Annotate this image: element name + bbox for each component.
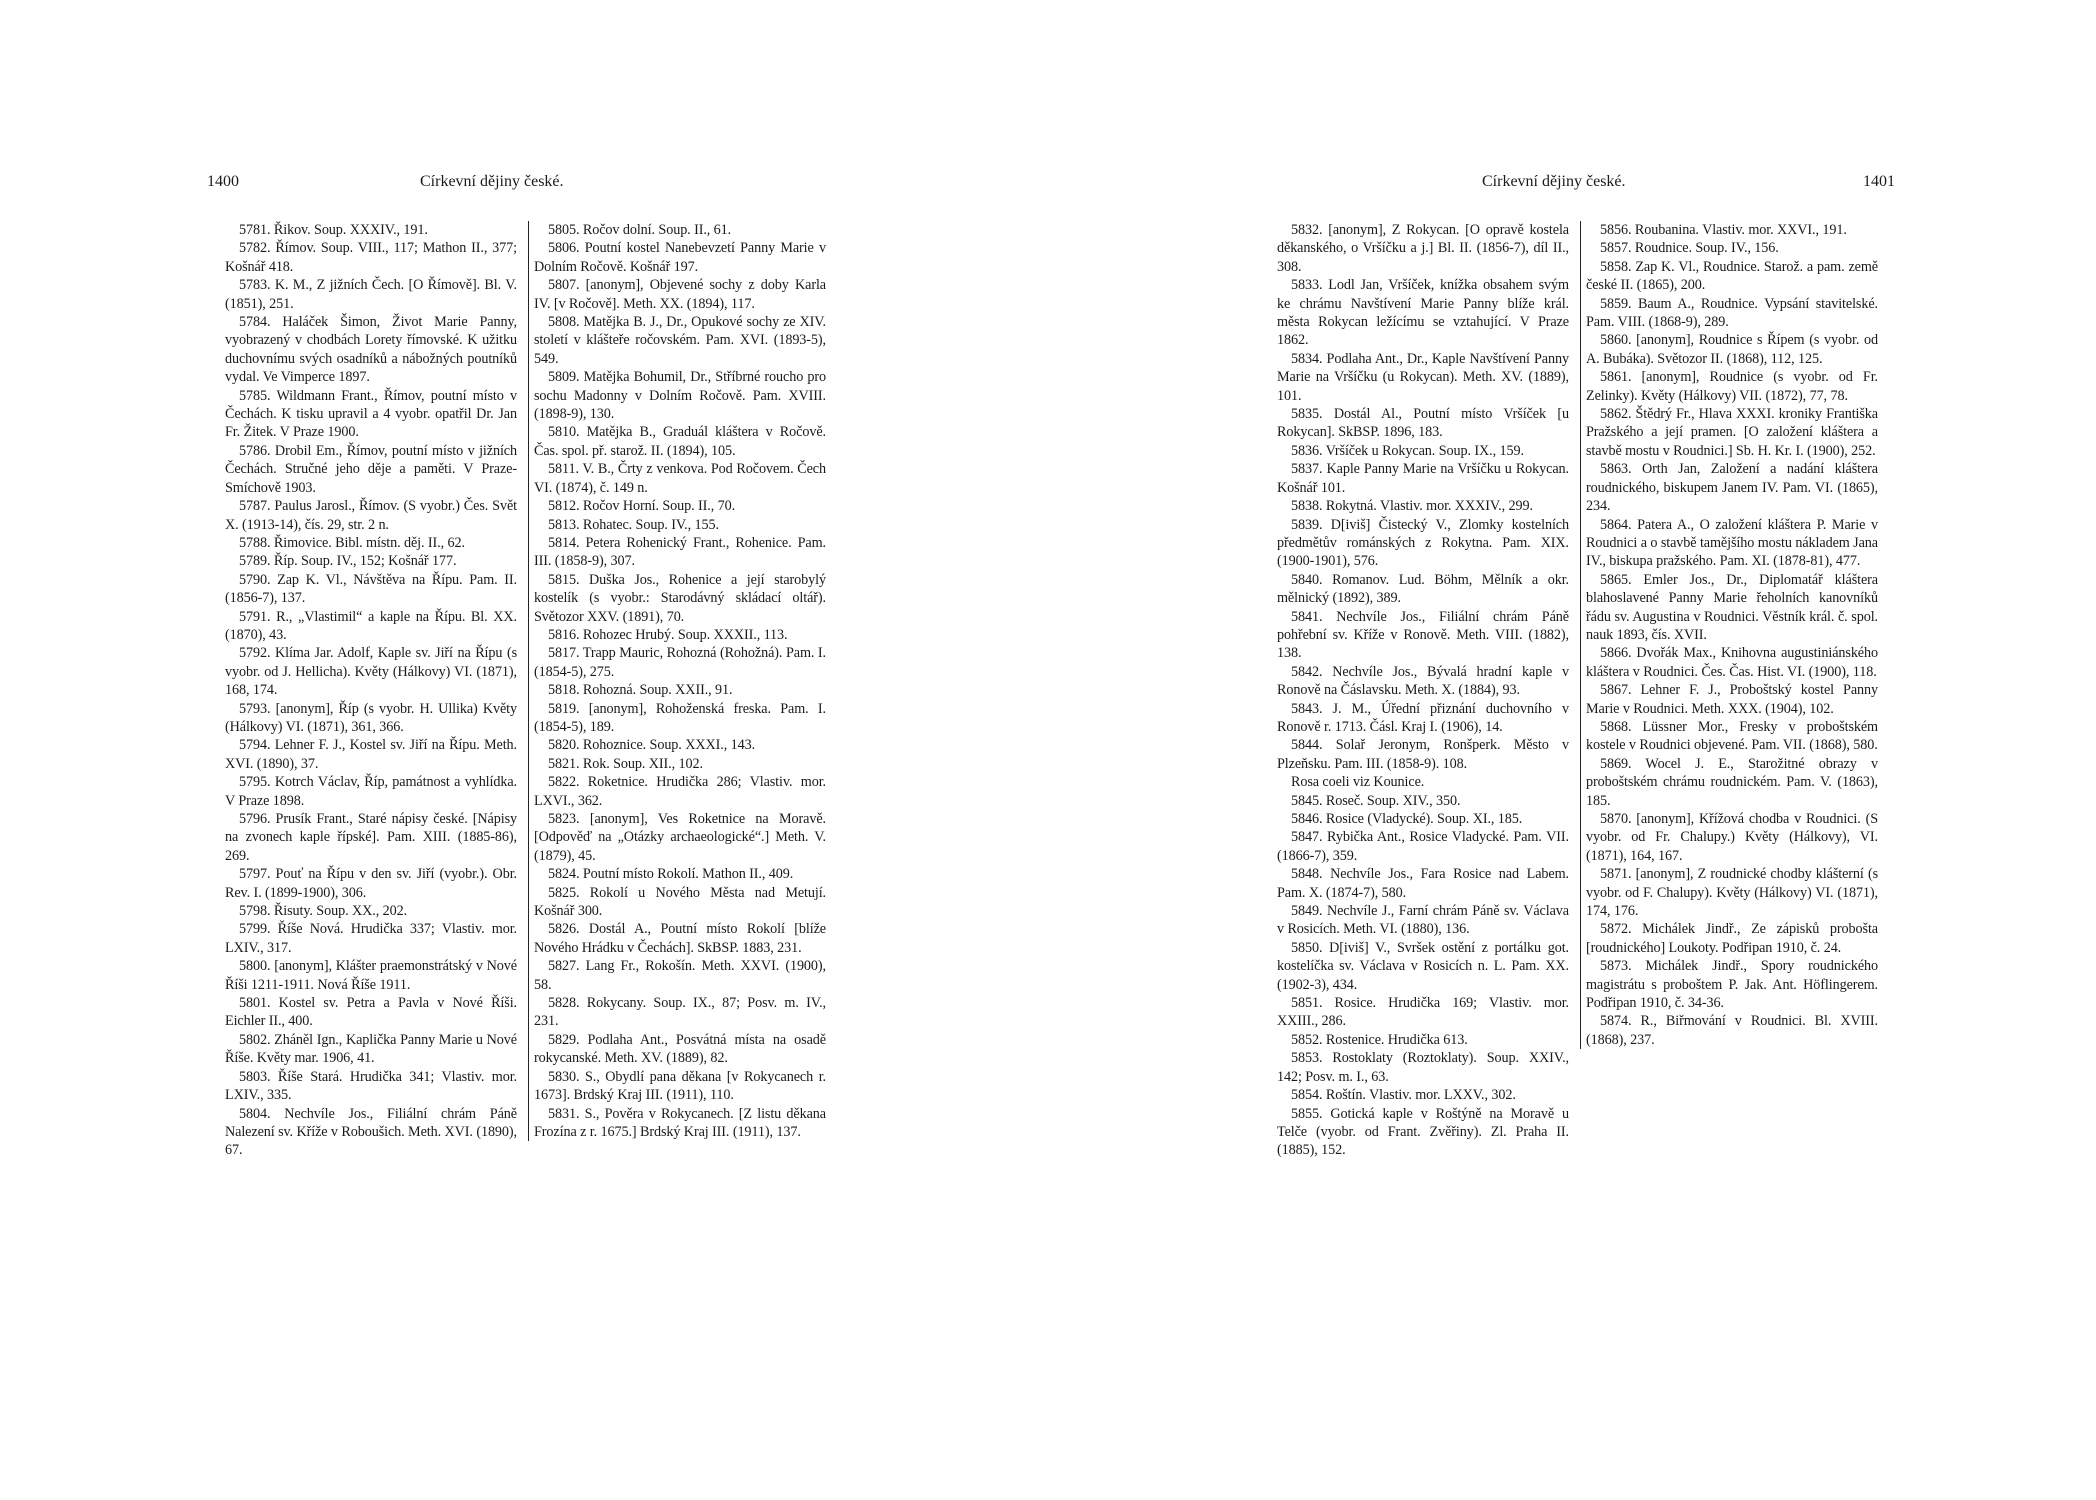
entry: 5846. Rosice (Vladycké). Soup. XI., 185. [1291,811,1523,827]
entry: 5794. Lehner F. J., Kostel sv. Jiří na Řípu. Meth. XVI. (1890), 37. [225,737,517,772]
entry: 5821. Rok. Soup. XII., 102. [548,755,703,772]
entry: 5842. Nechvíle Jos., Bývalá hradní kaple v Ronově na Čáslavsku. Meth. X. (1884), 93. [1277,663,1569,699]
entry: 5806. Poutní kostel Nanebevzetí Panny Marie v Dolním Ročově. Košnář 197. [534,240,826,275]
entry: 5852. Rostenice. Hrudička 613. [1291,1031,1468,1048]
entry: 5818. Rohozná. Soup. XXII., 91. [548,682,733,699]
entry: 5786. Drobil Em., Římov, poutní místo v jižních Čechách. Stručné jeho děje a paměti. V Praze-Smíchově 1903. [225,442,517,496]
entry: 5802. Zháněl Ign., Kaplička Panny Marie u Nové Říše. Květy mar. 1906, 41. [225,1031,517,1067]
running-title-left: Církevní dějiny české. [420,173,564,190]
right-page [1048,0,2096,1500]
entry: 5853. Rostoklaty (Roztoklaty). Soup. XXIV., 142; Posv. m. I., 63. [1277,1050,1569,1085]
entry: 5854. Roštín. Vlastiv. mor. LXXV., 302. [1291,1087,1516,1104]
entry: 5872. Michálek Jindř., Ze zápisků probošta [roudnického] Loukoty. Podřipan 1910, č. 24. [1586,921,1878,956]
entry: 5826. Dostál A., Poutní místo Rokolí [blíže Nového Hrádku v Čechách]. SkBSP. 1883, 231. [534,921,826,956]
entry: 5848. Nechvíle Jos., Fara Rosice nad Labem. Pam. X. (1874-7), 580. [1277,866,1569,901]
entry: 5820. Rohoznice. Soup. XXXI., 143. [548,737,756,754]
entry: 5860. [anonym], Roudnice s Řípem (s vyobr. od A. Bubáka). Světozor II. (1868), 112, 125. [1586,332,1878,367]
entry: 5804. Nechvíle Jos., Filiální chrám Páně Nalezení sv. Kříže v Roboušich. Meth. XVI. (1890), 67. [225,1105,517,1159]
entry: 5866. Dvořák Max., Knihovna augustiniánského kláštera v Roudnici. Čes. Čas. Hist. VI. (1900), 118. [1586,645,1878,680]
entry: 5810. Matějka B., Graduál kláštera v Ročově. Čas. spol. př. starož. II. (1894), 105. [534,424,826,459]
entry: 5805. Ročov dolní. Soup. II., 61. [548,222,732,238]
entry: 5837. Kaple Panny Marie na Vršíčku u Rokycan. Košnář 101. [1277,461,1569,496]
entry: 5859. Baum A., Roudnice. Vypsání stavitelské. Pam. VIII. (1868-9), 289. [1586,295,1878,331]
entry: 5827. Lang Fr., Rokošín. Meth. XXVI. (1900), 58. [534,958,826,993]
entry: 5863. Orth Jan, Založení a nadání kláštera roudnického, biskupem Janem IV. Pam. VI. (1865), 234. [1586,461,1878,515]
right-column-1 [1277,221,1569,1160]
entry: 5813. Rohatec. Soup. IV., 155. [548,516,719,533]
entry: 5868. Lüssner Mor., Fresky v proboštském kostele v Roudnici objevené. Pam. VII. (1868), 580. [1586,718,1878,754]
entry: 5797. Pouť na Řípu v den sv. Jiří (vyobr.). Obr. Rev. I. (1899-1900), 306. [225,866,517,901]
entry: 5823. [anonym], Ves Roketnice na Moravě. [Odpověď na „Otázky archaeologické“.] Meth. V. (1879), 45. [534,811,826,864]
entry: 5815. Duška Jos., Rohenice a její starobylý kostelík (s vyobr.: Starodávný skládací oltář). Světozor XXV. (1891), 70. [534,571,826,625]
entry: 5850. D[iviš] V., Svršek ostění z portálku got. kostelíčka sv. Václava v Rosicích n. L. Pam. XX. (1902-3), 434. [1277,939,1569,993]
entry: 5829. Podlaha Ant., Posvátná místa na osadě rokycanské. Meth. XV. (1889), 82. [534,1031,826,1067]
entry: 5869. Wocel J. E., Starožitné obrazy v proboštském chrámu roudnickém. Pam. V. (1863), 185. [1586,755,1878,809]
entry: 5865. Emler Jos., Dr., Diplomatář kláštera blahoslavené Panny Marie řeholních kanovníků řádu sv. Augustina v Roudnici. Věstník král. č. spol. nauk 1893, čís. XVII. [1586,571,1878,643]
entry: 5835. Dostál Al., Poutní místo Vršíček [u Rokycan]. SkBSP. 1896, 183. [1277,406,1569,441]
entry: 5870. [anonym], Křížová chodba v Roudnici. (S vyobr. od Fr. Chalupy.) Květy (Hálkovy), VI. (1871), 164, 167. [1586,811,1878,864]
entry: 5858. Zap K. Vl., Roudnice. Starož. a pam. země české II. (1865), 200. [1586,258,1878,294]
entry: 5782. Římov. Soup. VIII., 117; Mathon II., 377; Košnář 418. [225,240,517,275]
entry: 5814. Petera Rohenický Frant., Rohenice. Pam. III. (1858-9), 307. [534,534,826,570]
entry: 5843. J. M., Úřední přiznání duchovního v Ronově r. 1713. Čásl. Kraj I. (1906), 14. [1277,700,1569,735]
entry: 5873. Michálek Jindř., Spory roudnického magistrátu s proboštem P. Jak. Ant. Höflingerem. Podřipan 1910, č. 34-36. [1586,958,1878,1012]
entry: 5867. Lehner F. J., Proboštský kostel Panny Marie v Roudnici. Meth. XXX. (1904), 102. [1586,682,1878,717]
entry: 5785. Wildmann Frant., Římov, poutní místo v Čechách. K tisku upravil a 4 vyobr. opatřil Dr. Jan Fr. Žitek. V Praze 1900. [225,387,517,441]
entry: 5847. Rybička Ant., Rosice Vladycké. Pam. VII. (1866-7), 359. [1277,829,1569,864]
entry: 5788. Řimovice. Bibl. místn. děj. II., 62. [239,534,465,551]
entry: 5862. Štědrý Fr., Hlava XXXI. kroniky Františka Pražského a její pramen. [O založení kláštera a stavbě mostu v Roudnici.] Sb. H. Kr. I. (1900), 252. [1586,406,1878,459]
entry: 5798. Řisuty. Soup. XX., 202. [239,903,408,920]
entry: 5800. [anonym], Klášter praemonstrátský v Nové Říši 1211-1911. Nová Říše 1911. [225,958,517,993]
entry: 5831. S., Pověra v Rokycanech. [Z listu děkana Frozína z r. 1675.] Brdský Kraj III. (1911), 137. [534,1105,826,1140]
entry: 5841. Nechvíle Jos., Filiální chrám Páně pohřební sv. Kříže v Ronově. Meth. VIII. (1882), 138. [1277,608,1569,662]
entry: 5864. Patera A., O založení kláštera P. Marie v Roudnici a o stavbě tamějšího mostu nákladem Jana IV., biskupa pražského. Pam. XI. (1878-81), 477. [1586,516,1878,570]
entry: 5844. Solař Jeronym, Ronšperk. Město v Plzeňsku. Pam. III. (1858-9). 108. [1277,737,1569,772]
entry: 5845. Roseč. Soup. XIV., 350. [1291,792,1461,809]
entry: 5817. Trapp Mauric, Rohozná (Rohožná). Pam. I. (1854-5), 275. [534,645,826,680]
entry: 5856. Roubanina. Vlastiv. mor. XXVI., 191. [1600,222,1847,238]
entry: 5840. Romanov. Lud. Böhm, Mělník a okr. mělnický (1892), 389. [1277,571,1569,607]
entry: 5849. Nechvíle J., Farní chrám Páně sv. Václava v Rosicích. Meth. VI. (1880), 136. [1277,903,1569,938]
entry: 5792. Klíma Jar. Adolf, Kaple sv. Jiří na Řípu (s vyobr. od J. Hellicha). Květy (Hálkovy) VI. (1871), 168, 174. [225,645,517,699]
page-number-left: 1400 [207,173,239,190]
entry: 5871. [anonym], Z roudnické chodby klášterní (s vyobr. od F. Chalupy). Květy (Hálkovy) VI. (1871), 174, 176. [1586,866,1878,920]
entry: 5784. Haláček Šimon, Život Marie Panny, vyobrazený v chodbách Lorety římovské. K užitku duchovnímu svých osadníků a nábožných poutníků vydal. Ve Vimperce 1897. [225,314,517,386]
entry: 5809. Matějka Bohumil, Dr., Stříbrné roucho pro sochu Madonny v Dolním Ročově. Pam. XVIII. (1898-9), 130. [534,369,826,423]
running-title-right: Církevní dějiny české. [1482,173,1626,190]
entry: 5799. Říše Nová. Hrudička 337; Vlastiv. mor. LXIV., 317. [225,921,517,956]
left-column-2 [528,221,826,1141]
entry: 5803. Říše Stará. Hrudička 341; Vlastiv. mor. LXIV., 335. [225,1068,517,1104]
entry: 5836. Vršíček u Rokycan. Soup. IX., 159. [1291,442,1524,459]
entry: 5822. Roketnice. Hrudička 286; Vlastiv. mor. LXVI., 362. [534,774,826,809]
entry: 5808. Matějka B. J., Dr., Opukové sochy ze XIV. století v klášteře ročovském. Pam. XVI. (1893-5), 549. [534,314,826,367]
entry: 5781. Řikov. Soup. XXXIV., 191. [239,222,428,238]
entry: 5824. Poutní místo Rokolí. Mathon II., 409. [548,866,794,883]
entry: 5789. Říp. Soup. IV., 152; Košnář 177. [239,553,457,570]
entry: 5812. Ročov Horní. Soup. II., 70. [548,498,736,515]
left-column-1 [225,221,517,1160]
cross-reference: Rosa coeli viz Kounice. [1291,774,1425,791]
entry: 5795. Kotrch Václav, Říp, památnost a vyhlídka. V Praze 1898. [225,774,517,809]
entry: 5833. Lodl Jan, Vršíček, knížka obsahem svým ke chrámu Navštívení Marie Panny blíže král. města Rokycan ležícímu se vztahující. V Praze 1862. [1277,277,1569,349]
entry: 5834. Podlaha Ant., Dr., Kaple Navštívení Panny Marie na Vršíčku (u Rokycan). Meth. XV. (1889), 101. [1277,350,1569,404]
entry: 5816. Rohozec Hrubý. Soup. XXXII., 113. [548,626,788,643]
entry: 5796. Prusík Frant., Staré nápisy české. [Nápisy na zvonech kaple řípské]. Pam. XIII. (1885-86), 269. [225,811,517,864]
right-column-2 [1580,221,1878,1049]
entry: 5828. Rokycany. Soup. IX., 87; Posv. m. IV., 231. [534,995,826,1030]
entry: 5838. Rokytná. Vlastiv. mor. XXXIV., 299. [1291,498,1533,515]
page-number-right: 1401 [1863,173,1895,190]
entry: 5801. Kostel sv. Petra a Pavla v Nové Říši. Eichler II., 400. [225,995,517,1030]
entry: 5807. [anonym], Objevené sochy z doby Karla IV. [v Ročově]. Meth. XX. (1894), 117. [534,277,826,312]
entry: 5783. K. M., Z jižních Čech. [O Římově]. Bl. V. (1851), 251. [225,277,517,312]
entry: 5793. [anonym], Říp (s vyobr. H. Ullika) Květy (Hálkovy) VI. (1871), 361, 366. [225,700,517,735]
entry: 5839. D[iviš] Čistecký V., Zlomky kostelních předmětův románských z Rokytna. Pam. XIX. (1900-1901), 576. [1277,516,1569,570]
entry: 5832. [anonym], Z Rokycan. [O opravě kostela děkanského, o Vršíčku a j.] Bl. II. (1856-7), díl II., 308. [1277,222,1569,275]
entry: 5811. V. B., Črty z venkova. Pod Ročovem. Čech VI. (1874), č. 149 n. [534,461,826,496]
entry: 5819. [anonym], Rohoženská freska. Pam. I. (1854-5), 189. [534,700,826,735]
entry: 5855. Gotická kaple v Roštýně na Moravě u Telče (vyobr. od Frant. Zvěřiny). Zl. Praha II. (1885), 152. [1277,1105,1569,1159]
entry: 5851. Rosice. Hrudička 169; Vlastiv. mor. XXIII., 286. [1277,995,1569,1030]
entry: 5790. Zap K. Vl., Návštěva na Řípu. Pam. II. (1856-7), 137. [225,571,517,607]
entry: 5791. R., „Vlastimil“ a kaple na Řípu. Bl. XX. (1870), 43. [225,608,517,643]
entry: 5787. Paulus Jarosl., Římov. (S vyobr.) Čes. Svět X. (1913-14), čís. 29, str. 2 n. [225,498,517,533]
entry: 5857. Roudnice. Soup. IV., 156. [1600,240,1779,257]
entry: 5874. R., Biřmování v Roudnici. Bl. XVIII. (1868), 237. [1586,1013,1878,1048]
entry: 5830. S., Obydlí pana děkana [v Rokycanech r. 1673]. Brdský Kraj III. (1911), 110. [534,1068,826,1104]
entry: 5861. [anonym], Roudnice (s vyobr. od Fr. Zelinky). Květy (Hálkovy) VII. (1872), 77, 78. [1586,369,1878,404]
entry: 5825. Rokolí u Nového Města nad Metují. Košnář 300. [534,884,826,920]
